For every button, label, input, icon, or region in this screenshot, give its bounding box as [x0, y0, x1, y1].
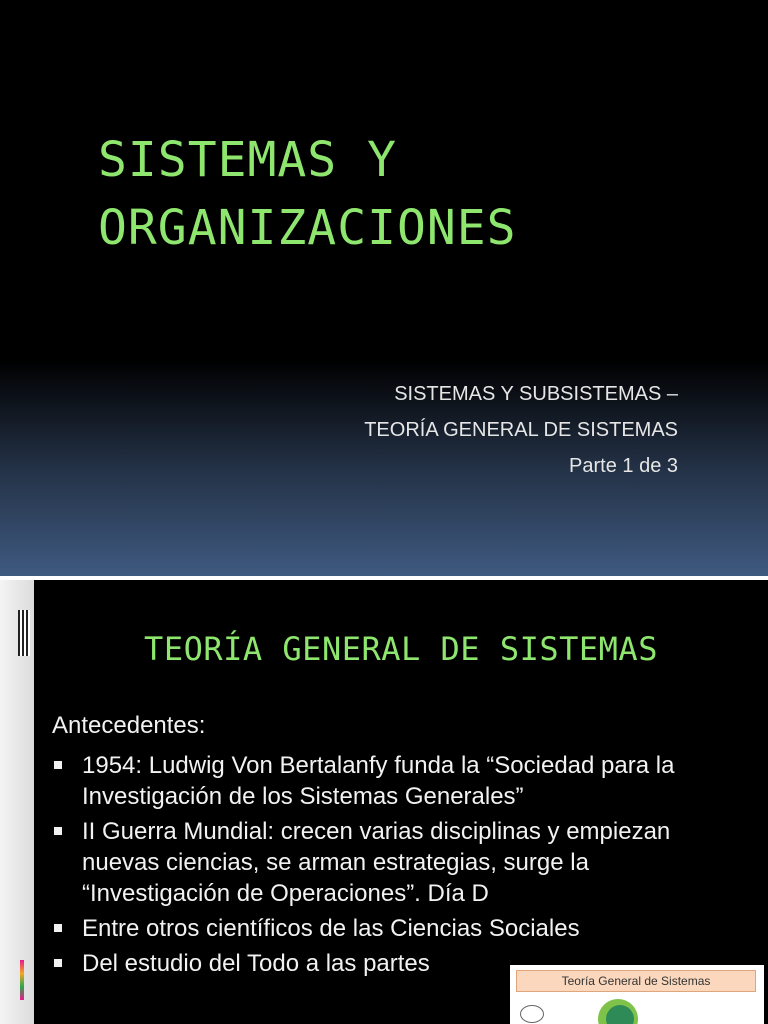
content-intro: Antecedentes:	[52, 712, 206, 739]
previous-slide-edge	[0, 580, 34, 1024]
slide-title-line-2: ORGANIZACIONES	[98, 200, 517, 256]
list-item-text: II Guerra Mundial: crecen varias disciplinas y empiezan nuevas ciencias, se arman estrategias, surge la “Investigación de Operaciones”. Día D	[82, 818, 671, 907]
list-item	[52, 750, 712, 812]
list-item	[52, 913, 712, 944]
edge-barcode-icon	[18, 610, 30, 656]
cloud-icon	[520, 1005, 544, 1023]
diagram-thumbnail	[510, 965, 764, 1024]
list-item-text: 1954: Ludwig Von Bertalanfy funda la “Sociedad para la Investigación de los Sistemas Generales”	[82, 752, 675, 810]
list-item	[52, 816, 712, 909]
thumbnail-title: Teoría General de Sistemas	[516, 970, 756, 992]
square-bullet-icon	[54, 924, 62, 932]
list-item-text: Entre otros científicos de las Ciencias Sociales	[82, 915, 580, 942]
bullet-list	[52, 750, 712, 983]
square-bullet-icon	[54, 827, 62, 835]
slide-title-line-1: SISTEMAS Y	[98, 132, 397, 188]
subtitle-line-1: SISTEMAS Y SUBSISTEMAS –	[394, 383, 678, 405]
subtitle-line-3: Parte 1 de 3	[569, 455, 678, 477]
square-bullet-icon	[54, 959, 62, 967]
subtitle-line-2: TEORÍA GENERAL DE SISTEMAS	[364, 419, 678, 441]
content-slide	[0, 580, 768, 1024]
list-item-text: Del estudio del Todo a las partes	[82, 950, 430, 977]
content-heading: TEORÍA GENERAL DE SISTEMAS	[144, 630, 658, 668]
slide-subtitle	[364, 376, 678, 484]
square-bullet-icon	[54, 761, 62, 769]
slide-title	[98, 126, 738, 262]
edge-color-strip	[20, 960, 24, 1000]
